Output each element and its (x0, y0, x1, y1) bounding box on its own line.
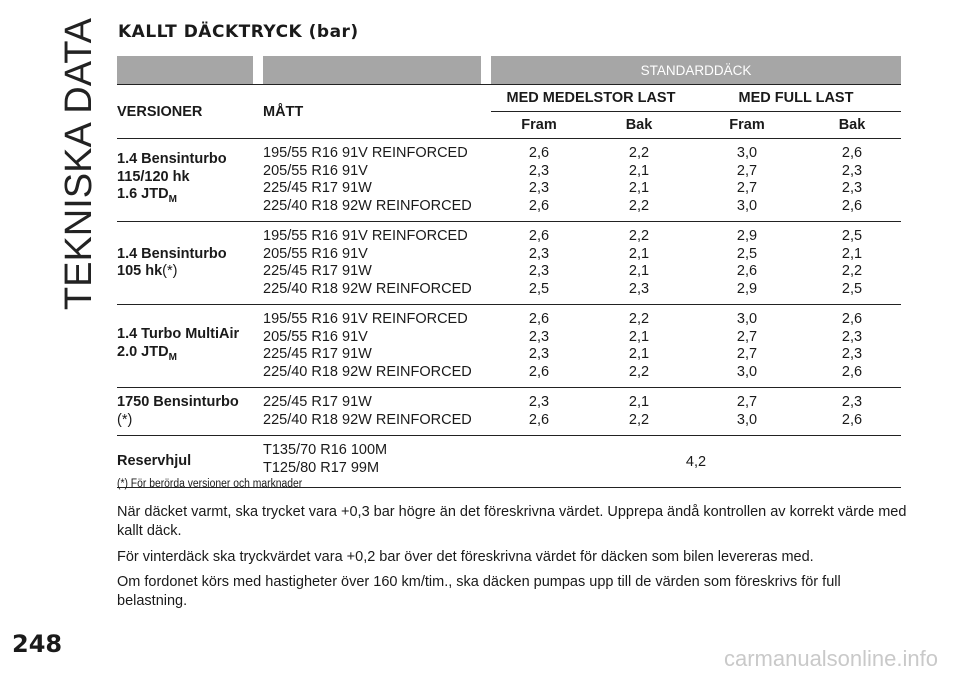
bak-full-cell (803, 388, 901, 436)
tire-size: 225/45 R17 91W (263, 394, 372, 410)
col-versioner-header: VERSIONER (117, 85, 253, 139)
bak-medium-cell (587, 305, 691, 388)
version-cell (117, 222, 253, 305)
pressure-value: 2,6 (528, 145, 550, 161)
size-cell (263, 222, 481, 305)
page-title: KALLT DÄCKTRYCK (bar) (118, 22, 359, 42)
pressure-value: 2,1 (628, 180, 650, 196)
pressure-value: 2,3 (528, 162, 550, 179)
fram-full-cell (691, 388, 803, 436)
tire-size: 225/40 R18 92W REINFORCED (263, 411, 472, 428)
pressure-value: 2,3 (841, 346, 863, 362)
fram-full-cell (691, 139, 803, 222)
version-line: 1.4 Turbo MultiAir (117, 326, 240, 343)
pressure-value: 2,3 (841, 180, 863, 196)
pressure-value: 2,5 (736, 245, 758, 262)
fram-full-cell (691, 305, 803, 388)
bak-medium-cell (587, 388, 691, 436)
col-full-load-header: MED FULL LAST (691, 85, 901, 112)
pressure-value: 3,0 (736, 145, 758, 161)
pressure-value: 2,3 (528, 328, 550, 345)
pressure-value: 2,1 (628, 346, 650, 362)
pressure-value: 2,3 (528, 180, 550, 196)
pressure-value: 2,5 (841, 228, 863, 244)
tire-size: 225/45 R17 91W (263, 346, 372, 362)
pressure-value: 3,0 (736, 197, 758, 214)
pressure-value: 2,6 (528, 411, 550, 428)
pressure-value: 2,6 (841, 197, 863, 214)
pressure-value: 2,9 (736, 228, 758, 244)
pressure-value: 2,6 (528, 228, 550, 244)
pressure-value: 2,2 (628, 311, 650, 327)
pressure-value: 2,1 (628, 394, 650, 410)
tire-size: 205/55 R16 91V (263, 245, 368, 262)
pressure-value: 2,2 (628, 228, 650, 244)
version-subscript: M (168, 351, 177, 363)
col-medium-load-header: MED MEDELSTOR LAST (491, 85, 691, 112)
tire-pressure-table (117, 56, 901, 488)
pressure-value: 2,1 (628, 162, 650, 179)
pressure-value: 3,0 (736, 311, 758, 327)
pressure-value: 2,3 (841, 162, 863, 179)
pressure-value: 3,0 (736, 411, 758, 428)
fram-medium-cell (491, 139, 587, 222)
version-cell (117, 139, 253, 222)
bak-full-cell (803, 222, 901, 305)
size-cell (263, 139, 481, 222)
pressure-value: 2,5 (841, 280, 863, 297)
paragraph-winter-tire: För vinterdäck ska tryckvärdet vara +0,2 bar över det föreskrivna värdet för däcken som bilen levereras med. (117, 549, 814, 565)
tire-size: 195/55 R16 91V REINFORCED (263, 311, 468, 327)
pressure-value: 2,1 (628, 263, 650, 279)
pressure-value: 2,6 (528, 363, 550, 380)
tire-size: T125/80 R17 99M (263, 459, 380, 476)
pressure-value: 2,2 (628, 145, 650, 161)
pressure-value: 2,3 (841, 328, 863, 345)
version-line: 1750 Bensinturbo (117, 394, 239, 410)
size-cell (263, 388, 481, 436)
version-line: 1.6 $JTD_M$ (117, 186, 177, 206)
footnote-marker: (*) (117, 411, 133, 428)
bak-medium-cell (587, 222, 691, 305)
version-line: 1.4 Bensinturbo (117, 245, 227, 262)
pressure-value: 2,6 (736, 263, 758, 279)
tire-size: 225/45 R17 91W (263, 180, 372, 196)
pressure-value: 2,3 (528, 245, 550, 262)
fram-medium-cell (491, 222, 587, 305)
watermark: carmanualsonline.info (723, 646, 938, 671)
fram-medium-cell (491, 305, 587, 388)
spare-pressure-value: 4,2 (491, 436, 901, 488)
tire-size: 225/40 R18 92W REINFORCED (263, 363, 472, 380)
pressure-value: 2,6 (841, 145, 863, 161)
tire-size: 195/55 R16 91V REINFORCED (263, 145, 468, 161)
pressure-value: 3,0 (736, 363, 758, 380)
pressure-value: 2,6 (841, 363, 863, 380)
header-grey-cell-2 (263, 56, 481, 85)
pressure-value: 2,2 (628, 363, 650, 380)
pressure-value: 2,7 (736, 328, 758, 345)
version-line: 115/120 hk (117, 168, 190, 185)
pressure-value: 2,3 (528, 346, 550, 362)
pressure-value: 2,2 (628, 411, 650, 428)
table-row (117, 305, 901, 388)
bak-full-cell (803, 139, 901, 222)
pressure-value: 2,3 (841, 394, 863, 410)
pressure-value: 2,7 (736, 394, 758, 410)
header-grey-cell-1 (117, 56, 253, 85)
section-side-label: TEKNISKA DATA (58, 18, 100, 311)
fram-medium-cell (491, 388, 587, 436)
sub-header-bak-full: Bak (803, 112, 901, 139)
pressure-value: 2,1 (628, 245, 650, 262)
tire-size: 225/45 R17 91W (263, 263, 372, 279)
standard-tires-header: STANDARDDÄCK (491, 56, 901, 85)
pressure-value: 2,6 (841, 411, 863, 428)
version-line: 2.0 $JTD_M$ (117, 343, 177, 363)
table-row (117, 222, 901, 305)
pressure-value: 2,6 (528, 197, 550, 214)
page-number: 248 (12, 630, 63, 658)
pressure-value: 2,9 (736, 280, 758, 297)
table-row (117, 139, 901, 222)
footnote-marker: (*) (162, 263, 178, 279)
pressure-value: 2,5 (528, 280, 550, 297)
sub-header-fram-medium: Fram (491, 112, 587, 139)
col-matt-header: MÅTT (263, 85, 481, 139)
column-header-row (117, 85, 901, 112)
version-subscript: M (168, 194, 177, 206)
pressure-value: 2,1 (841, 245, 863, 262)
pressure-value: 2,3 (528, 394, 550, 410)
fram-full-cell (691, 222, 803, 305)
version-cell (117, 305, 253, 388)
sub-header-fram-full: Fram (691, 112, 803, 139)
pressure-value: 2,6 (841, 311, 863, 327)
group-header-row (117, 56, 901, 85)
pressure-value: 2,3 (628, 280, 650, 297)
tire-size: 225/40 R18 92W REINFORCED (263, 197, 472, 214)
version-cell (117, 388, 253, 436)
paragraph-high-speed: Om fordonet körs med hastigheter över 160 km/tim., ska däcken pumpas upp till de värden som föreskrivs för full belastning. (117, 574, 841, 609)
spare-label: Reservhjul (117, 436, 253, 488)
pressure-value: 2,2 (628, 197, 650, 214)
pressure-value: 2,7 (736, 346, 758, 362)
size-cell (263, 305, 481, 388)
pressure-value: 2,7 (736, 180, 758, 196)
version-line: 105 hk(*) (117, 263, 178, 279)
table-row (117, 388, 901, 436)
pressure-value: 2,2 (841, 263, 863, 279)
sub-header-bak-medium: Bak (587, 112, 691, 139)
tire-size: 205/55 R16 91V (263, 162, 368, 179)
tire-size: 195/55 R16 91V REINFORCED (263, 228, 468, 244)
version-line: 1.4 Bensinturbo (117, 151, 227, 168)
pressure-value: 2,1 (628, 328, 650, 345)
footnote: (*) För berörda versioner och marknader (117, 478, 303, 490)
pressure-value: 2,7 (736, 162, 758, 179)
tire-size: 205/55 R16 91V (263, 328, 368, 345)
pressure-value: 2,6 (528, 311, 550, 327)
tire-size: T135/70 R16 100M (263, 442, 388, 458)
bak-medium-cell (587, 139, 691, 222)
pressure-value: 2,3 (528, 263, 550, 279)
bak-full-cell (803, 305, 901, 388)
tire-size: 225/40 R18 92W REINFORCED (263, 280, 472, 297)
paragraph-warm-tire: När däcket varmt, ska trycket vara +0,3 bar högre än det föreskrivna värdet. Upprepa ändå kontrollen av korrekt värde med kallt däck. (117, 504, 907, 539)
